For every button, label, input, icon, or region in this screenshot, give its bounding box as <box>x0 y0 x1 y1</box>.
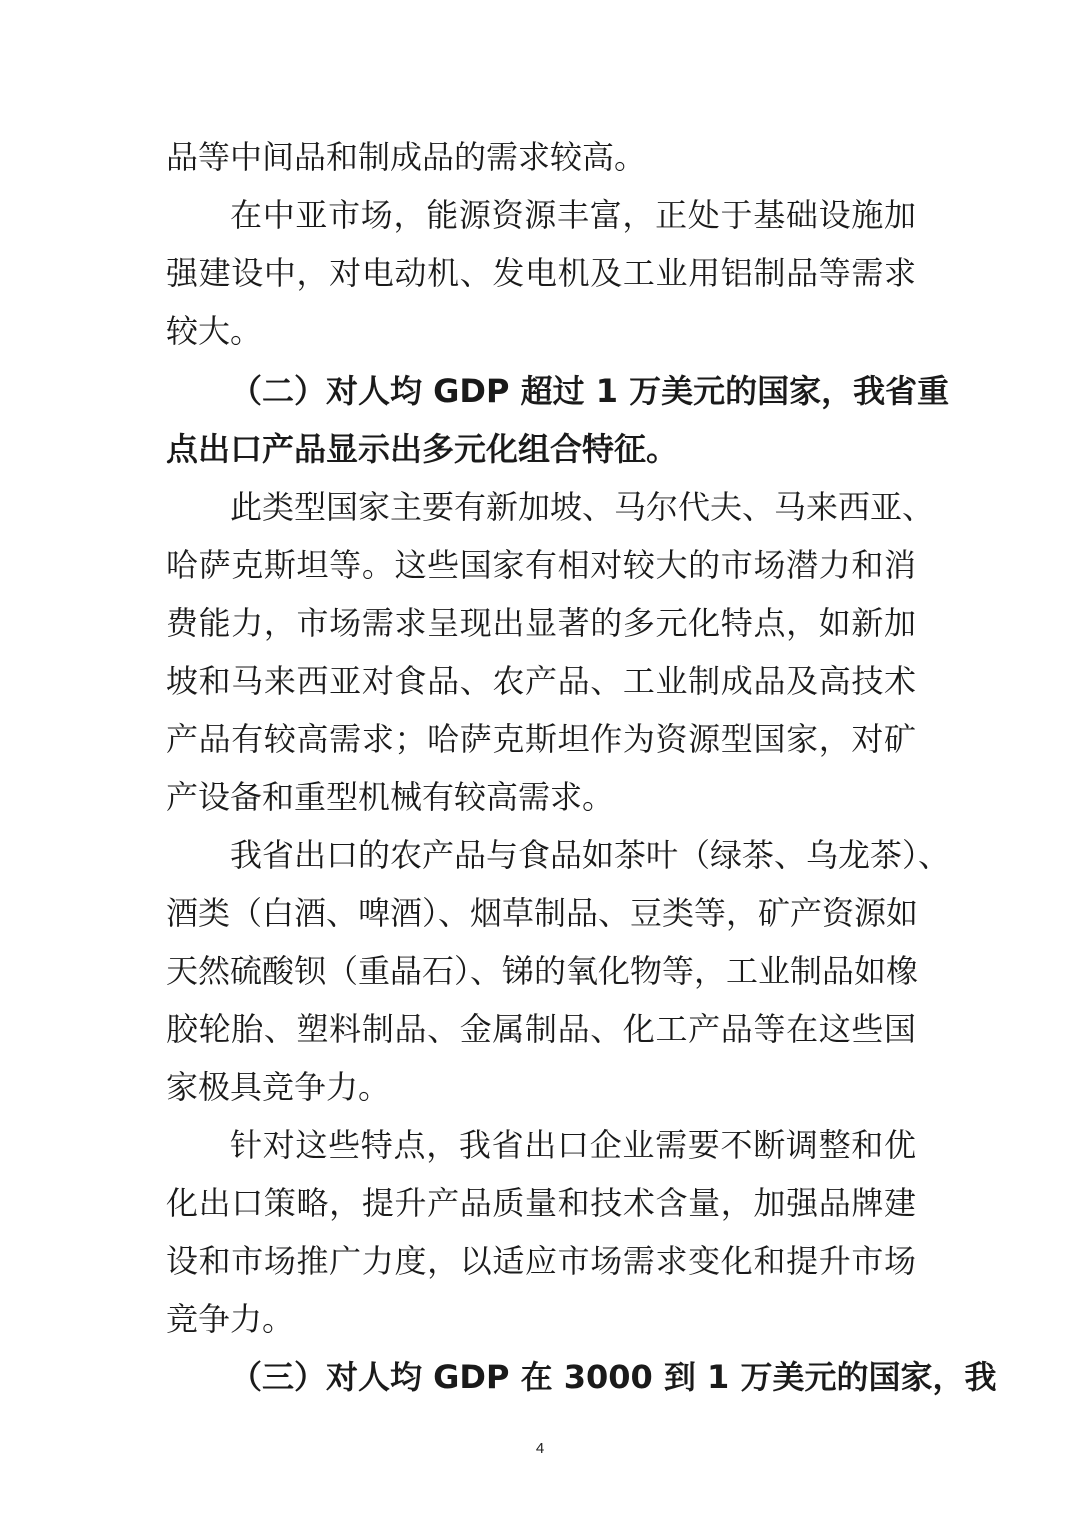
paragraph-start: 在中亚市场，能源资源丰富，正处于基础设施加 <box>230 196 916 234</box>
paragraph-start: 我省出口的农产品与食品如茶叶（绿茶、乌龙茶）、 <box>230 836 951 874</box>
text-line: 竞争力。 <box>166 1300 295 1338</box>
paragraph-start: 此类型国家主要有新加坡、马尔代夫、马来西亚、 <box>230 488 935 526</box>
text-line: 化出口策略，提升产品质量和技术含量，加强品牌建 <box>166 1184 916 1222</box>
text-line: 家极具竞争力。 <box>166 1068 391 1106</box>
text-line: 产品有较高需求；哈萨克斯坦作为资源型国家，对矿 <box>166 720 916 758</box>
text-line: 强建设中，对电动机、发电机及工业用铝制品等需求 <box>166 254 916 292</box>
section-heading-cont: 点出口产品显示出多元化组合特征。 <box>166 430 679 468</box>
text-line: 较大。 <box>166 312 263 350</box>
paragraph-start: 针对这些特点，我省出口企业需要不断调整和优 <box>230 1126 916 1164</box>
text-line: 酒类（白酒、啤酒）、烟草制品、豆类等，矿产资源如 <box>166 894 919 932</box>
text-line: 设和市场推广力度，以适应市场需求变化和提升市场 <box>166 1242 916 1280</box>
text-line: 产设备和重型机械有较高需求。 <box>166 778 615 816</box>
text-line: 胶轮胎、塑料制品、金属制品、化工产品等在这些国 <box>166 1010 916 1048</box>
section-heading: （三）对人均 GDP 在 3000 到 1 万美元的国家，我 <box>230 1358 997 1396</box>
text-line: 品等中间品和制成品的需求较高。 <box>166 138 647 176</box>
text-line: 哈萨克斯坦等。这些国家有相对较大的市场潜力和消 <box>166 546 916 584</box>
page-number: 4 <box>535 1440 545 1457</box>
text-line: 费能力，市场需求呈现出显著的多元化特点，如新加 <box>166 604 916 642</box>
text-line: 坡和马来西亚对食品、农产品、工业制成品及高技术 <box>166 662 916 700</box>
section-heading: （二）对人均 GDP 超过 1 万美元的国家，我省重 <box>230 372 950 410</box>
text-line: 天然硫酸钡（重晶石）、锑的氧化物等，工业制品如橡 <box>166 952 919 990</box>
